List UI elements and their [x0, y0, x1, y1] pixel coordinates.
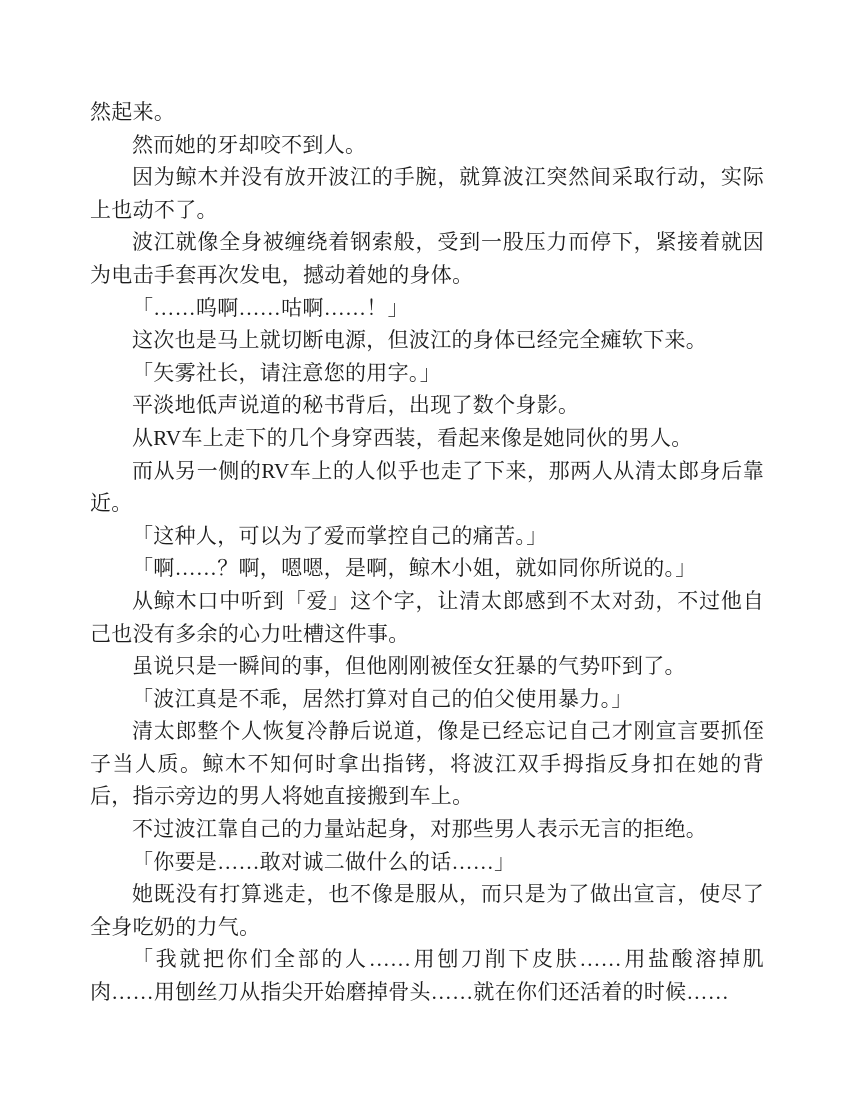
paragraph-dialogue: 「波江真是不乖，居然打算对自己的伯父使用暴力。」 — [132, 686, 633, 711]
paragraph: 然而她的牙却咬不到人。 — [132, 132, 367, 157]
paragraph-dialogue: 「啊……？啊，嗯嗯，是啊，鲸木小姐，就如同你所说的。」 — [132, 556, 697, 581]
paragraph-dialogue: 「……呜啊……咕啊……！」 — [132, 295, 409, 320]
paragraph-dialogue: 「这种人，可以为了爱而掌控自己的痛苦。」 — [132, 523, 548, 548]
paragraph: 不过波江靠自己的力量站起身，对那些男人表示无言的拒绝。 — [132, 817, 708, 842]
paragraph: 波江就像全身被缠绕着钢索般，受到一股压力而停下，紧接着就因为电击手套再次发电，撼动着她的身体。 — [90, 230, 764, 287]
paragraph: 清太郎整个人恢复冷静后说道，像是已经忘记自己才刚宣言要抓侄子当人质。鲸木不知何时拿出指铐，将波江双手拇指反身扣在她的背后，指示旁边的男人将她直接搬到车上。 — [90, 719, 764, 809]
paragraph: 平淡地低声说道的秘书背后，出现了数个身影。 — [132, 393, 580, 418]
paragraph: 从RV车上走下的几个身穿西装，看起来像是她同伙的男人。 — [132, 425, 693, 450]
paragraph: 从鲸木口中听到「爱」这个字，让清太郎感到不太对劲，不过他自己也没有多余的心力吐槽这件事。 — [90, 588, 764, 646]
paragraph-dialogue: 「矢雾社长，请注意您的用字。」 — [132, 360, 441, 385]
paragraph: 而从另一侧的RV车上的人似乎也走了下来，那两人从清太郎身后靠近。 — [90, 458, 764, 516]
paragraph-dialogue: 「你要是……敢对诚二做什么的话……」 — [132, 849, 516, 874]
paragraph: 因为鲸木并没有放开波江的手腕，就算波江突然间采取行动，实际上也动不了。 — [90, 165, 764, 222]
paragraph: 她既没有打算逃走，也不像是服从，而只是为了做出宣言，使尽了全身吃奶的力气。 — [90, 882, 764, 939]
text-column — [90, 96, 764, 1009]
paragraph-dialogue: 「我就把你们全部的人……用刨刀削下皮肤……用盐酸溶掉肌肉……用刨丝刀从指尖开始磨掉骨头……就在你们还活着的时候…… — [90, 947, 764, 1005]
paragraph: 虽说只是一瞬间的事，但他刚刚被侄女狂暴的气势吓到了。 — [132, 654, 686, 679]
paragraph: 然起来。 — [90, 100, 176, 124]
paragraph: 这次也是马上就切断电源，但波江的身体已经完全瘫软下来。 — [132, 328, 708, 353]
